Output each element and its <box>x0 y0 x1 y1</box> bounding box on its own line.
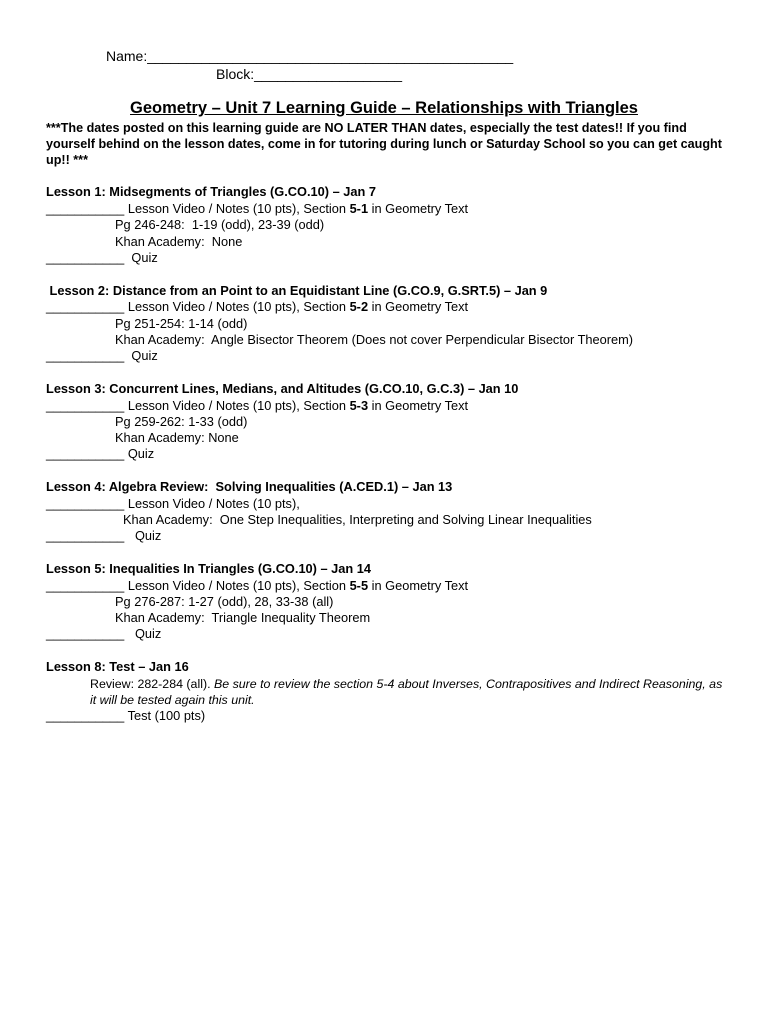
section-number: 5-2 <box>349 299 369 314</box>
lesson-4-quiz-line: ___________ Quiz <box>46 528 162 543</box>
block-field[interactable]: Block:___________________ <box>216 66 403 82</box>
blank-line[interactable]: ___________ <box>46 398 125 413</box>
lesson-5-khan: Khan Academy: Triangle Inequality Theorem <box>115 610 371 625</box>
lesson-2-heading: Lesson 2: Distance from an Point to an Equidistant Line (G.CO.9, G.SRT.5) – Jan 9 <box>46 283 548 298</box>
lesson-1-heading: Lesson 1: Midsegments of Triangles (G.CO.10) – Jan 7 <box>46 184 376 199</box>
blank-line[interactable]: ___________ <box>46 201 125 216</box>
blank-line[interactable]: ___________ <box>46 578 125 593</box>
section-number: 5-1 <box>349 201 369 216</box>
lesson-2-video-line: ___________ Lesson Video / Notes (10 pts), Section 5-2 in Geometry Text <box>46 299 469 314</box>
review-note: Be sure to review the section 5-4 about Inverses, Contrapositives and Indirect Reasoning, as it will be tested again this unit. <box>90 677 723 707</box>
lesson-1-pages: Pg 246-248: 1-19 (odd), 23-39 (odd) <box>115 217 325 232</box>
intro-note: ***The dates posted on this learning guide are NO LATER THAN dates, especially the test dates!! If you find yourself behind on the lesson dates, come in for tutoring during lunch or Saturday School so you can get caught up!! *** <box>46 121 722 168</box>
lesson-3-pages: Pg 259-262: 1-33 (odd) <box>115 414 248 429</box>
lesson-8-review: Review: 282-284 (all). Be sure to review the section 5-4 about Inverses, Contrapositives and Indirect Reasoning, as it will be tested again this unit. <box>90 677 723 707</box>
lesson-4-khan: Khan Academy: One Step Inequalities, Interpreting and Solving Linear Inequalities <box>123 512 592 527</box>
blank-line[interactable]: ___________ <box>46 708 125 723</box>
blank-line[interactable]: ___________ <box>46 348 125 363</box>
lesson-4-heading: Lesson 4: Algebra Review: Solving Inequalities (A.CED.1) – Jan 13 <box>46 479 453 494</box>
lesson-2-quiz-line: ___________ Quiz <box>46 348 158 363</box>
lesson-5-pages: Pg 276-287: 1-27 (odd), 28, 33-38 (all) <box>115 594 334 609</box>
lesson-1-khan: Khan Academy: None <box>115 234 243 249</box>
blank-line[interactable]: ___________ <box>46 250 125 265</box>
blank-line[interactable]: ___________ <box>46 446 125 461</box>
lesson-1-quiz-line: ___________ Quiz <box>46 250 158 265</box>
lesson-2-khan: Khan Academy: Angle Bisector Theorem (Does not cover Perpendicular Bisector Theorem) <box>115 332 634 347</box>
lesson-2-pages: Pg 251-254: 1-14 (odd) <box>115 316 248 331</box>
lesson-5-quiz-line: ___________ Quiz <box>46 626 162 641</box>
page-title: Geometry – Unit 7 Learning Guide – Relationships with Triangles <box>130 99 638 117</box>
blank-line[interactable]: ___________ <box>46 528 125 543</box>
blank-line[interactable]: ___________ <box>46 299 125 314</box>
lesson-4-video-line: ___________ Lesson Video / Notes (10 pts), <box>46 496 300 511</box>
name-field[interactable]: Name:_______________________________________________ <box>106 48 514 64</box>
lesson-3-quiz-line: ___________ Quiz <box>46 446 155 461</box>
lesson-3-khan: Khan Academy: None <box>115 430 239 445</box>
lesson-1-video-line: ___________ Lesson Video / Notes (10 pts), Section 5-1 in Geometry Text <box>46 201 469 216</box>
lesson-3-video-line: ___________ Lesson Video / Notes (10 pts), Section 5-3 in Geometry Text <box>46 398 469 413</box>
lesson-5-video-line: ___________ Lesson Video / Notes (10 pts), Section 5-5 in Geometry Text <box>46 578 469 593</box>
section-number: 5-5 <box>349 578 369 593</box>
lesson-8-heading: Lesson 8: Test – Jan 16 <box>46 659 189 674</box>
lesson-8-test-line: ___________ Test (100 pts) <box>46 708 206 723</box>
blank-line[interactable]: ___________ <box>46 496 125 511</box>
section-number: 5-3 <box>349 398 369 413</box>
lesson-3-heading: Lesson 3: Concurrent Lines, Medians, and Altitudes (G.CO.10, G.C.3) – Jan 10 <box>46 381 519 396</box>
blank-line[interactable]: ___________ <box>46 626 125 641</box>
lesson-5-heading: Lesson 5: Inequalities In Triangles (G.CO.10) – Jan 14 <box>46 561 372 576</box>
